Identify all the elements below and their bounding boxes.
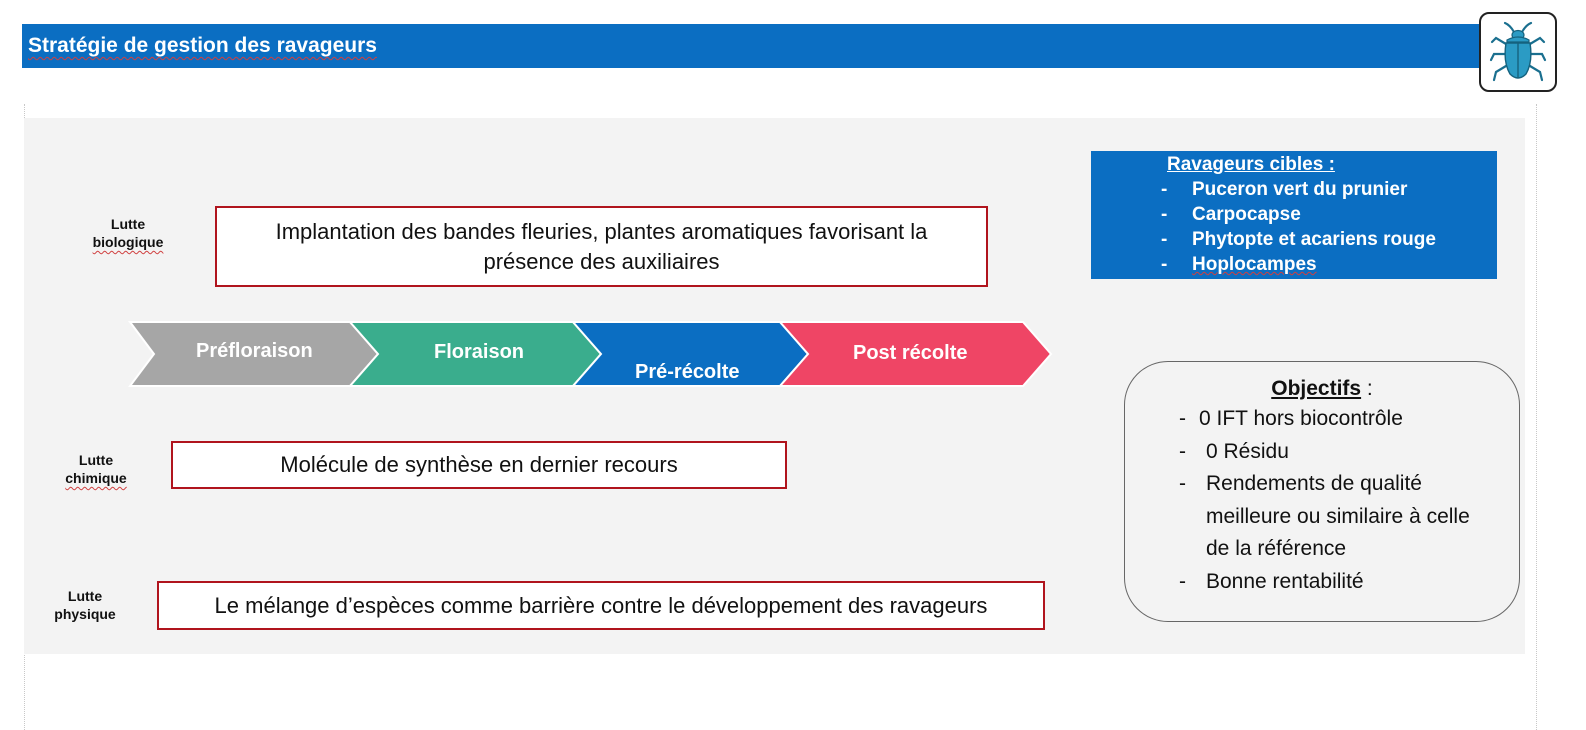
stage-label-prefloraison: Préfloraison: [196, 340, 313, 362]
box-text: Implantation des bandes fleuries, plantes aromatiques favorisant la présence des auxiliaires: [275, 218, 928, 274]
page-title: Stratégie de gestion des ravageurs: [28, 34, 377, 57]
box-text: Le mélange d’espèces comme barrière contre le développement des ravageurs: [214, 592, 988, 618]
label-line: Lutte: [67, 588, 103, 604]
box-lutte-chimique: [171, 441, 787, 489]
title-bar: [22, 24, 1480, 68]
target-pests-title: Ravageurs cibles :: [1167, 154, 1335, 175]
box-lutte-physique: [157, 581, 1045, 630]
stage-label-pre-recolte: Pré-récolte: [635, 361, 740, 383]
list-item: - Puceron vert du prunier: [1161, 177, 1497, 202]
stage-label-post-recolte: Post récolte: [853, 342, 968, 364]
label-lutte-chimique: [36, 451, 156, 487]
box-lutte-biologique: [215, 206, 988, 287]
phase-chevrons: [128, 320, 1053, 395]
list-item: - Hoplocampes: [1161, 252, 1497, 277]
objectives-title: [1125, 362, 1519, 403]
list-item: - 0 Résidu: [1179, 436, 1519, 469]
objectives-title-suffix: :: [1361, 377, 1373, 400]
list-item: - Phytopte et acariens rouge: [1161, 227, 1497, 252]
label-line: Lutte: [78, 452, 114, 468]
label-line: chimique: [65, 470, 127, 486]
objectives-box: [1124, 361, 1520, 622]
target-pests-box: [1091, 151, 1497, 279]
list-item: - Rendements de qualité meilleure ou similaire à celle de la référence: [1179, 468, 1476, 566]
box-text: Molécule de synthèse en dernier recours: [280, 452, 678, 477]
objectives-title-text: Objectifs: [1271, 377, 1362, 400]
label-lutte-physique: [25, 587, 145, 623]
list-item: - Carpocapse: [1161, 202, 1497, 227]
label-line: biologique: [92, 234, 164, 250]
label-lutte-biologique: [68, 215, 188, 251]
logo-box: [1479, 12, 1557, 92]
label-line: physique: [54, 606, 116, 622]
list-item: - 0 IFT hors biocontrôle: [1179, 403, 1519, 436]
label-line: Lutte: [110, 216, 146, 232]
target-pests-list: [1161, 177, 1497, 277]
objectives-list: [1125, 403, 1519, 598]
list-item: - Bonne rentabilité: [1179, 566, 1519, 599]
stage-label-floraison: Floraison: [434, 341, 525, 363]
beetle-icon: [1488, 20, 1548, 84]
